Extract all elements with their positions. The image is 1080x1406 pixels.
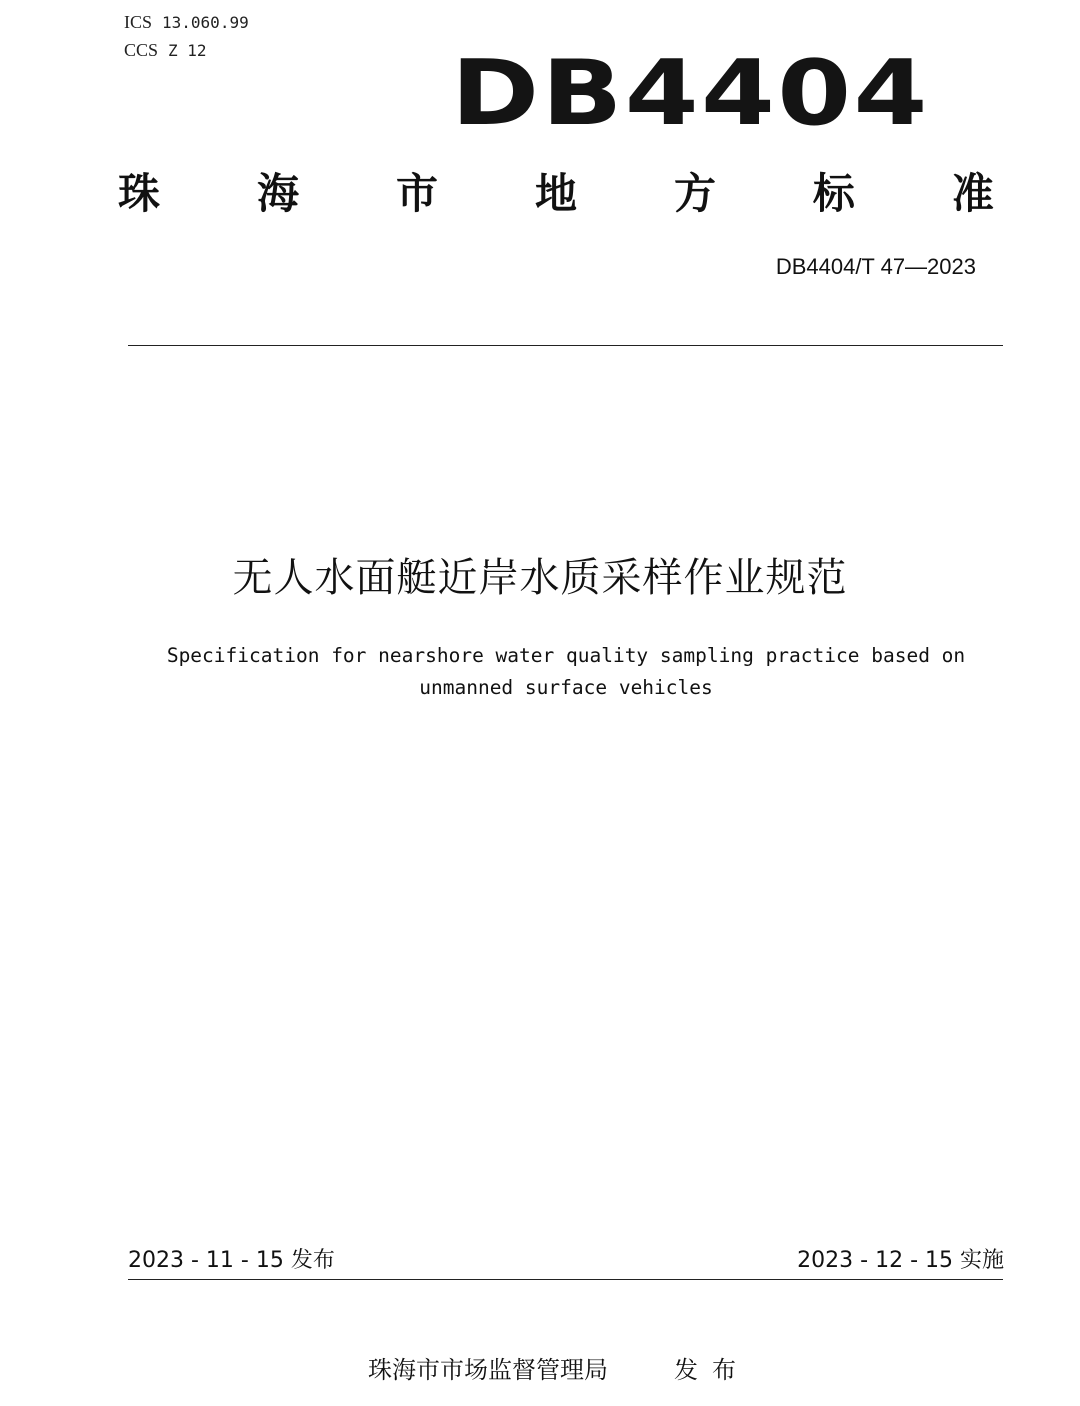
ccs-label: CCS	[124, 40, 159, 60]
document-title-english-line1: Specification for nearshore water quality sampling practice based on	[166, 644, 966, 667]
ics-code: 13.060.99	[162, 13, 249, 32]
db-logo: DB4404	[451, 41, 930, 146]
standard-type-title	[118, 164, 994, 224]
ccs-classification	[124, 40, 207, 61]
standard-type-char: 地	[534, 169, 577, 218]
ics-classification	[124, 12, 249, 33]
implementation-date: 2023 - 12 - 15 实施	[797, 1248, 1004, 1273]
standard-type-char: 市	[395, 169, 438, 218]
standard-type-char: 方	[673, 169, 716, 218]
issue-date: 2023 - 11 - 15 发布	[128, 1248, 335, 1273]
bottom-divider	[128, 1279, 1003, 1280]
standard-type-char: 海	[256, 169, 299, 218]
standard-number: DB4404/T 47—2023	[775, 254, 976, 279]
document-title-chinese: 无人水面艇近岸水质采样作业规范	[232, 555, 848, 601]
document-title-english-line2: unmanned surface vehicles	[419, 676, 713, 699]
standard-type-char: 准	[951, 169, 994, 218]
top-divider	[128, 345, 1003, 346]
standard-type-char: 珠	[118, 169, 161, 218]
ics-label: ICS	[124, 12, 153, 32]
publisher-name: 珠海市市场监督管理局	[368, 1356, 608, 1384]
publish-label: 发布	[674, 1356, 750, 1384]
standard-type-char: 标	[812, 169, 855, 218]
ccs-code: Z 12	[168, 41, 207, 60]
